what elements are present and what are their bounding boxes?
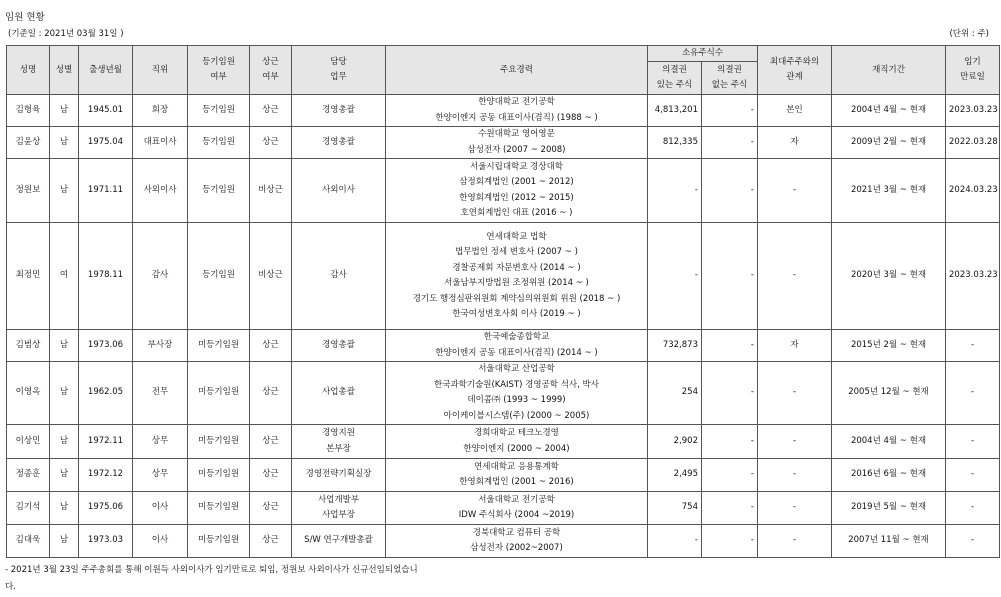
- text-line: 경영총괄: [322, 104, 355, 115]
- text-line: 없는 주식: [711, 80, 748, 90]
- birth-cell: 1975.04: [79, 127, 133, 159]
- text-line: 아이케이블시스템(주) (2000 ~ 2005): [443, 410, 590, 421]
- gender-cell: 남: [50, 425, 79, 459]
- position-cell: 대표이사: [133, 127, 188, 159]
- header-relation: [758, 46, 832, 95]
- header-birth: 출생년월: [79, 46, 133, 95]
- career-cell: [386, 492, 648, 525]
- table-row: [7, 330, 1000, 362]
- relation-cell: 자: [758, 127, 832, 159]
- duty-cell: [292, 525, 386, 558]
- text-line: 경희대학교 테크노경영: [474, 428, 559, 438]
- table-body: [7, 95, 1000, 558]
- text-line: 담당: [330, 57, 347, 67]
- duty-cell: [292, 492, 386, 525]
- relation-cell: -: [758, 362, 832, 425]
- shares-vote-cell: 254: [648, 362, 702, 425]
- name-cell: 김형육: [7, 95, 50, 127]
- text-line: 서울남부지방법원 조정위원 (2014 ~ ): [444, 278, 589, 288]
- career-cell: [386, 95, 648, 127]
- table-row: [7, 159, 1000, 223]
- table-row: [7, 362, 1000, 425]
- term-cell: -: [946, 425, 1000, 459]
- text-line: 호연회계법인 대표 (2016 ~ ): [460, 208, 573, 218]
- gender-cell: 남: [50, 330, 79, 362]
- term-cell: -: [946, 525, 1000, 558]
- duty-cell: [292, 223, 386, 330]
- birth-cell: 1962.05: [79, 362, 133, 425]
- registered-cell: 미등기임원: [188, 362, 250, 425]
- tenure-cell: 2015년 2월 ~ 현재: [832, 330, 946, 362]
- duty-cell: [292, 127, 386, 159]
- term-cell: 2023.03.23: [946, 95, 1000, 127]
- name-cell: 정종훈: [7, 459, 50, 492]
- text-line: 사업총괄: [322, 387, 355, 398]
- text-line: 경영총괄: [322, 136, 355, 147]
- tenure-cell: 2004년 4월 ~ 현재: [832, 95, 946, 127]
- name-cell: 김윤상: [7, 127, 50, 159]
- header-duty: [292, 46, 386, 95]
- table-row: [7, 425, 1000, 459]
- tenure-cell: 2020년 3월 ~ 현재: [832, 223, 946, 330]
- term-cell: -: [946, 362, 1000, 425]
- name-cell: 김범상: [7, 330, 50, 362]
- career-cell: [386, 362, 648, 425]
- text-line: 업무: [330, 72, 347, 82]
- text-line: 수원대학교 영어영문: [478, 129, 555, 139]
- text-line: 경북대학교 컴퓨터 공학: [472, 527, 561, 538]
- table-row: [7, 223, 1000, 330]
- birth-cell: 1975.06: [79, 492, 133, 525]
- fulltime-cell: 상근: [250, 330, 292, 362]
- shares-vote-cell: 754: [648, 492, 702, 525]
- reference-date: (기준일 : 2021년 03월 31일 ): [8, 29, 124, 39]
- position-cell: 부사장: [133, 330, 188, 362]
- tenure-cell: 2009년 2월 ~ 현재: [832, 127, 946, 159]
- registered-cell: 미등기임원: [188, 459, 250, 492]
- career-cell: [386, 330, 648, 362]
- header-term: [946, 46, 1000, 95]
- tenure-cell: 2016년 6월 ~ 현재: [832, 459, 946, 492]
- text-line: 만료일: [960, 72, 985, 82]
- fulltime-cell: 상근: [250, 525, 292, 558]
- birth-cell: 1978.11: [79, 223, 133, 330]
- relation-cell: 본인: [758, 95, 832, 127]
- header-gender: 성별: [50, 46, 79, 95]
- text-line: 한양이엔지 공동 대표이사(겸직) (1988 ~ ): [435, 112, 598, 123]
- position-cell: 사외이사: [133, 159, 188, 223]
- term-cell: 2022.03.28: [946, 127, 1000, 159]
- birth-cell: 1972.11: [79, 425, 133, 459]
- text-line: 한국여성변호사회 이사 (2019 ~ ): [452, 309, 581, 319]
- table-row: [7, 525, 1000, 558]
- text-line: 여부: [210, 72, 227, 82]
- header-tenure: 재직기간: [832, 46, 946, 95]
- text-line: 사업개발부: [317, 494, 360, 505]
- text-line: 있는 주식: [656, 80, 693, 90]
- relation-cell: -: [758, 525, 832, 558]
- duty-cell: [292, 425, 386, 459]
- registered-cell: 등기임원: [188, 159, 250, 223]
- gender-cell: 여: [50, 223, 79, 330]
- career-cell: [386, 425, 648, 459]
- duty-cell: [292, 95, 386, 127]
- executives-table: [6, 45, 1000, 558]
- birth-cell: 1945.01: [79, 95, 133, 127]
- shares-novote-cell: -: [702, 425, 758, 459]
- term-cell: -: [946, 330, 1000, 362]
- tenure-cell: 2007년 11월 ~ 현재: [832, 525, 946, 558]
- page-title: 임원 현황: [5, 12, 45, 23]
- text-line: 본부장: [326, 443, 351, 454]
- position-cell: 감사: [133, 223, 188, 330]
- registered-cell: 미등기임원: [188, 525, 250, 558]
- registered-cell: 등기임원: [188, 223, 250, 330]
- position-cell: 전무: [133, 362, 188, 425]
- term-cell: 2023.03.23: [946, 223, 1000, 330]
- career-cell: [386, 459, 648, 492]
- table-row: [7, 459, 1000, 492]
- tenure-cell: 2004년 4월 ~ 현재: [832, 425, 946, 459]
- relation-cell: -: [758, 459, 832, 492]
- term-cell: -: [946, 492, 1000, 525]
- position-cell: 이사: [133, 525, 188, 558]
- shares-vote-cell: 732,873: [648, 330, 702, 362]
- header-fulltime: [250, 46, 292, 95]
- shares-novote-cell: -: [702, 223, 758, 330]
- term-cell: -: [946, 459, 1000, 492]
- duty-cell: [292, 330, 386, 362]
- relation-cell: 자: [758, 330, 832, 362]
- name-cell: 정원보: [7, 159, 50, 223]
- fulltime-cell: 상근: [250, 127, 292, 159]
- text-line: 의결권: [662, 65, 687, 75]
- shares-novote-cell: -: [702, 492, 758, 525]
- text-line: 상근: [262, 57, 279, 67]
- header-shares-vote: [648, 62, 702, 95]
- text-line: 의결권: [717, 65, 742, 75]
- shares-vote-cell: 812,335: [648, 127, 702, 159]
- shares-vote-cell: -: [648, 223, 702, 330]
- relation-cell: -: [758, 159, 832, 223]
- text-line: 경영전략기획실장: [305, 469, 372, 480]
- header-name: 성명: [7, 46, 50, 95]
- text-line: 관계: [786, 72, 803, 82]
- duty-cell: [292, 459, 386, 492]
- birth-cell: 1971.11: [79, 159, 133, 223]
- registered-cell: 등기임원: [188, 127, 250, 159]
- text-line: S/W 연구개발총괄: [304, 535, 373, 546]
- text-line: 한국과학기술원(KAIST) 경영공학 석사, 박사: [434, 379, 599, 390]
- text-line: 한양대학교 전기공학: [478, 97, 555, 107]
- registered-cell: 미등기임원: [188, 492, 250, 525]
- gender-cell: 남: [50, 362, 79, 425]
- duty-cell: [292, 159, 386, 223]
- text-line: 경영총괄: [322, 339, 355, 350]
- name-cell: 최정민: [7, 223, 50, 330]
- text-line: 한영회계법인 (2012 ~ 2015): [459, 192, 574, 203]
- term-cell: 2024.03.23: [946, 159, 1000, 223]
- registered-cell: 미등기임원: [188, 330, 250, 362]
- gender-cell: 남: [50, 159, 79, 223]
- unit-label: (단위 : 주): [949, 29, 989, 39]
- text-line: IDW 주식회사 (2004 ~2019): [458, 510, 575, 520]
- text-line: 한양이엔지 (2000 ~ 2004): [463, 443, 570, 454]
- table-row: [7, 492, 1000, 525]
- registered-cell: 미등기임원: [188, 425, 250, 459]
- text-line: 한국예술종합학교: [483, 332, 550, 342]
- relation-cell: -: [758, 223, 832, 330]
- header-shares: 소유주식수: [648, 46, 758, 62]
- fulltime-cell: 비상근: [250, 223, 292, 330]
- text-line: 한양이엔지 공동 대표이사(겸직) (2014 ~ ): [435, 347, 598, 358]
- shares-vote-cell: -: [648, 159, 702, 223]
- duty-cell: [292, 362, 386, 425]
- fulltime-cell: 비상근: [250, 159, 292, 223]
- table-header: [7, 46, 1000, 95]
- gender-cell: 남: [50, 95, 79, 127]
- text-line: 감사: [330, 270, 347, 281]
- shares-novote-cell: -: [702, 459, 758, 492]
- text-line: 연세대학교 응용통계학: [474, 461, 559, 472]
- text-line: 법무법인 정세 변호사 (2007 ~ ): [455, 247, 578, 257]
- header-shares-novote: [702, 62, 758, 95]
- gender-cell: 남: [50, 127, 79, 159]
- fulltime-cell: 상근: [250, 95, 292, 127]
- shares-novote-cell: -: [702, 525, 758, 558]
- position-cell: 이사: [133, 492, 188, 525]
- name-cell: 김대욱: [7, 525, 50, 558]
- shares-vote-cell: 4,813,201: [648, 95, 702, 127]
- fulltime-cell: 상근: [250, 362, 292, 425]
- career-cell: [386, 525, 648, 558]
- footnote: - 2021년 3월 23일 주주총회를 통해 이원득 사외이사가 임기만료로 퇴임, 정원보 사외이사가 신규선임되었습니다.: [5, 565, 418, 592]
- text-line: 서울대학교 전기공학: [478, 494, 555, 505]
- text-line: 여부: [262, 72, 279, 82]
- text-line: 등기임원: [202, 57, 235, 67]
- header-registered: [188, 46, 250, 95]
- name-cell: 이상민: [7, 425, 50, 459]
- relation-cell: -: [758, 425, 832, 459]
- text-line: 경기도 행정심판위원회 계약심의위원회 위원 (2018 ~ ): [412, 293, 621, 304]
- shares-novote-cell: -: [702, 95, 758, 127]
- shares-vote-cell: 2,902: [648, 425, 702, 459]
- position-cell: 회장: [133, 95, 188, 127]
- birth-cell: 1973.06: [79, 330, 133, 362]
- tenure-cell: 2021년 3월 ~ 현재: [832, 159, 946, 223]
- tenure-cell: 2005년 12월 ~ 현재: [832, 362, 946, 425]
- fulltime-cell: 상근: [250, 492, 292, 525]
- header-career: 주요경력: [386, 46, 648, 95]
- name-cell: 이영옥: [7, 362, 50, 425]
- text-line: 최대주주와의: [769, 57, 820, 67]
- career-cell: [386, 159, 648, 223]
- gender-cell: 남: [50, 525, 79, 558]
- gender-cell: 남: [50, 459, 79, 492]
- text-line: 삼성전자 (2007 ~ 2008): [467, 144, 566, 155]
- position-cell: 상무: [133, 459, 188, 492]
- shares-novote-cell: -: [702, 159, 758, 223]
- text-line: 삼성전자 (2002~2007): [470, 543, 563, 553]
- shares-novote-cell: -: [702, 362, 758, 425]
- fulltime-cell: 상근: [250, 459, 292, 492]
- text-line: 사업부장: [322, 510, 355, 520]
- career-cell: [386, 223, 648, 330]
- text-line: 서울대학교 산업공학: [478, 364, 555, 374]
- registered-cell: 등기임원: [188, 95, 250, 127]
- text-line: 임기: [964, 57, 981, 67]
- header-position: 직위: [133, 46, 188, 95]
- birth-cell: 1973.03: [79, 525, 133, 558]
- shares-vote-cell: 2,495: [648, 459, 702, 492]
- shares-vote-cell: -: [648, 525, 702, 558]
- text-line: 삼정회계법인 (2001 ~ 2012): [459, 177, 574, 187]
- text-line: 사외이사: [322, 184, 355, 195]
- relation-cell: -: [758, 492, 832, 525]
- text-line: 경찰공제회 자문변호사 (2014 ~ ): [452, 262, 581, 273]
- shares-novote-cell: -: [702, 127, 758, 159]
- name-cell: 김기석: [7, 492, 50, 525]
- text-line: 경영지원: [322, 428, 355, 438]
- career-cell: [386, 127, 648, 159]
- text-line: 데이콤㈜ (1993 ~ 1999): [467, 395, 566, 405]
- tenure-cell: 2019년 5월 ~ 현재: [832, 492, 946, 525]
- position-cell: 상무: [133, 425, 188, 459]
- table-row: [7, 95, 1000, 127]
- fulltime-cell: 상근: [250, 425, 292, 459]
- birth-cell: 1972.12: [79, 459, 133, 492]
- table-row: [7, 127, 1000, 159]
- text-line: 연세대학교 법학: [486, 231, 547, 242]
- text-line: 한영회계법인 (2001 ~ 2016): [459, 477, 574, 487]
- shares-novote-cell: -: [702, 330, 758, 362]
- gender-cell: 남: [50, 492, 79, 525]
- text-line: 서울시립대학교 경상대학: [469, 161, 564, 172]
